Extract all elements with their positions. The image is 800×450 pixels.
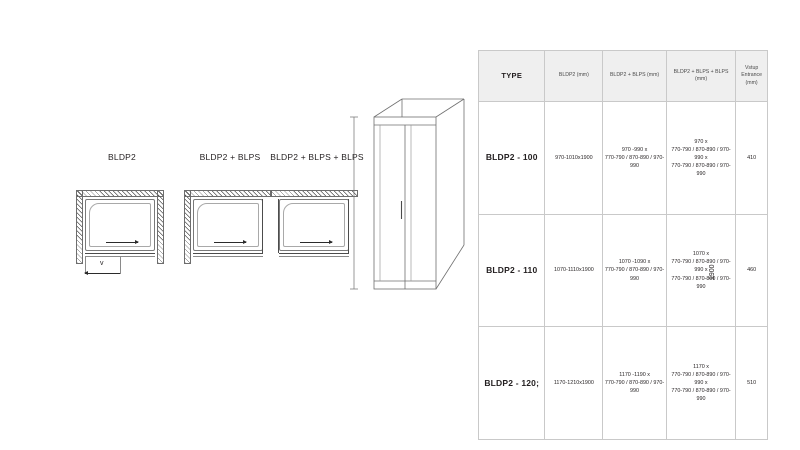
cell-line: 770-790 / 870-890 / 970-990: [671, 388, 731, 403]
cell-line: 1070-1110x1900: [554, 267, 594, 274]
cell-type: BLDP2 - 120;: [479, 327, 545, 440]
cell-line: 770-790 / 870-890 / 970-990: [671, 275, 731, 290]
cell-bldp2: [545, 102, 603, 215]
cell-bldp2-blps: [603, 102, 667, 215]
cell-line: 1170 -1190 x: [619, 371, 650, 378]
plan-drawing: [72, 174, 172, 279]
cell-type: BLDP2 - 100: [479, 102, 545, 215]
door-track-line: [193, 256, 263, 257]
cell-line: 970-1010x1900: [555, 154, 593, 161]
door-panel-line: [85, 253, 155, 254]
door-panel-line: [279, 253, 349, 254]
table-row: [479, 327, 768, 440]
slide-arrow: [300, 242, 332, 243]
cell-bldp2-blps: [603, 327, 667, 440]
cell-line: 1170-1210x1900: [553, 380, 594, 387]
table-row: [479, 102, 768, 215]
plan-title: BLDP2: [108, 152, 136, 162]
cell-line: 770-790 / 870-890 / 970-990 x: [671, 146, 731, 161]
cell-bldp2-blps: [603, 214, 667, 327]
cell-type: BLDP2 - 110: [479, 214, 545, 327]
elevation-height-label: 1900: [709, 264, 716, 280]
door-panel-line: [193, 253, 263, 254]
door-track-line: [279, 256, 349, 257]
cell-entrance: 510: [736, 327, 768, 440]
shower-tray: [279, 199, 349, 251]
cell-line: 970 -990 x: [621, 146, 648, 153]
cell-line: 770-790 / 870-890 / 970-990 x: [671, 259, 731, 274]
header-type: TYPE: [479, 51, 545, 102]
wall-top: [184, 190, 272, 197]
shower-tray: [193, 199, 263, 251]
dim-label-v: v: [100, 260, 104, 267]
cell-line: 1070 x: [692, 251, 710, 258]
wall-top: [270, 190, 358, 197]
plan-bldp2: [72, 152, 172, 282]
plan-title: BLDP2 + BLPS: [199, 152, 261, 162]
tray-inner-outline: [283, 203, 345, 247]
cell-line: 770-790 / 870-890 / 970-990: [604, 380, 665, 395]
wall-left: [184, 190, 191, 264]
header-bldp2: BLDP2 (mm): [545, 51, 603, 102]
wall-top: [76, 190, 164, 197]
cell-bldp2-blps-blps: [666, 214, 735, 327]
cell-line: 1070 -1090 x: [618, 259, 651, 266]
cell-line: 770-790 / 870-890 / 970-990: [671, 162, 731, 177]
side-panel-blps-left: [278, 199, 279, 253]
wall-right: [157, 190, 164, 264]
cell-bldp2: [545, 327, 603, 440]
plan-title: BLDP2 + BLPS + BLPS: [270, 152, 364, 162]
cell-bldp2-blps-blps: [666, 102, 735, 215]
shower-tray: [85, 199, 155, 251]
slide-arrow: [214, 242, 246, 243]
slide-arrow: [106, 242, 138, 243]
cell-bldp2: [545, 214, 603, 327]
dim-arrow: [85, 273, 120, 274]
header-bldp2-blps: BLDP2 + BLPS (mm): [603, 51, 667, 102]
cell-line: 970 x: [694, 138, 708, 145]
cell-entrance: 460: [736, 214, 768, 327]
cell-bldp2-blps-blps: [666, 327, 735, 440]
table-header-row: [479, 51, 768, 102]
tray-inner-outline: [89, 203, 151, 247]
cell-entrance: 410: [736, 102, 768, 215]
cell-line: 770-790 / 870-890 / 970-990: [604, 154, 665, 169]
tray-inner-outline: [197, 203, 259, 247]
table-row: [479, 214, 768, 327]
cell-line: 770-790 / 870-890 / 970-990 x: [671, 371, 731, 387]
cell-line: 770-790 / 870-890 / 970-990: [604, 267, 665, 282]
specification-table: [478, 50, 768, 440]
wall-left: [76, 190, 83, 264]
dim-extension-right: [120, 257, 121, 274]
cell-line: 1170 x: [693, 363, 709, 370]
header-entrance: Vstup Entrance (mm): [736, 51, 768, 102]
header-bldp2-blps-blps: BLDP2 + BLPS + BLPS (mm): [666, 51, 735, 102]
